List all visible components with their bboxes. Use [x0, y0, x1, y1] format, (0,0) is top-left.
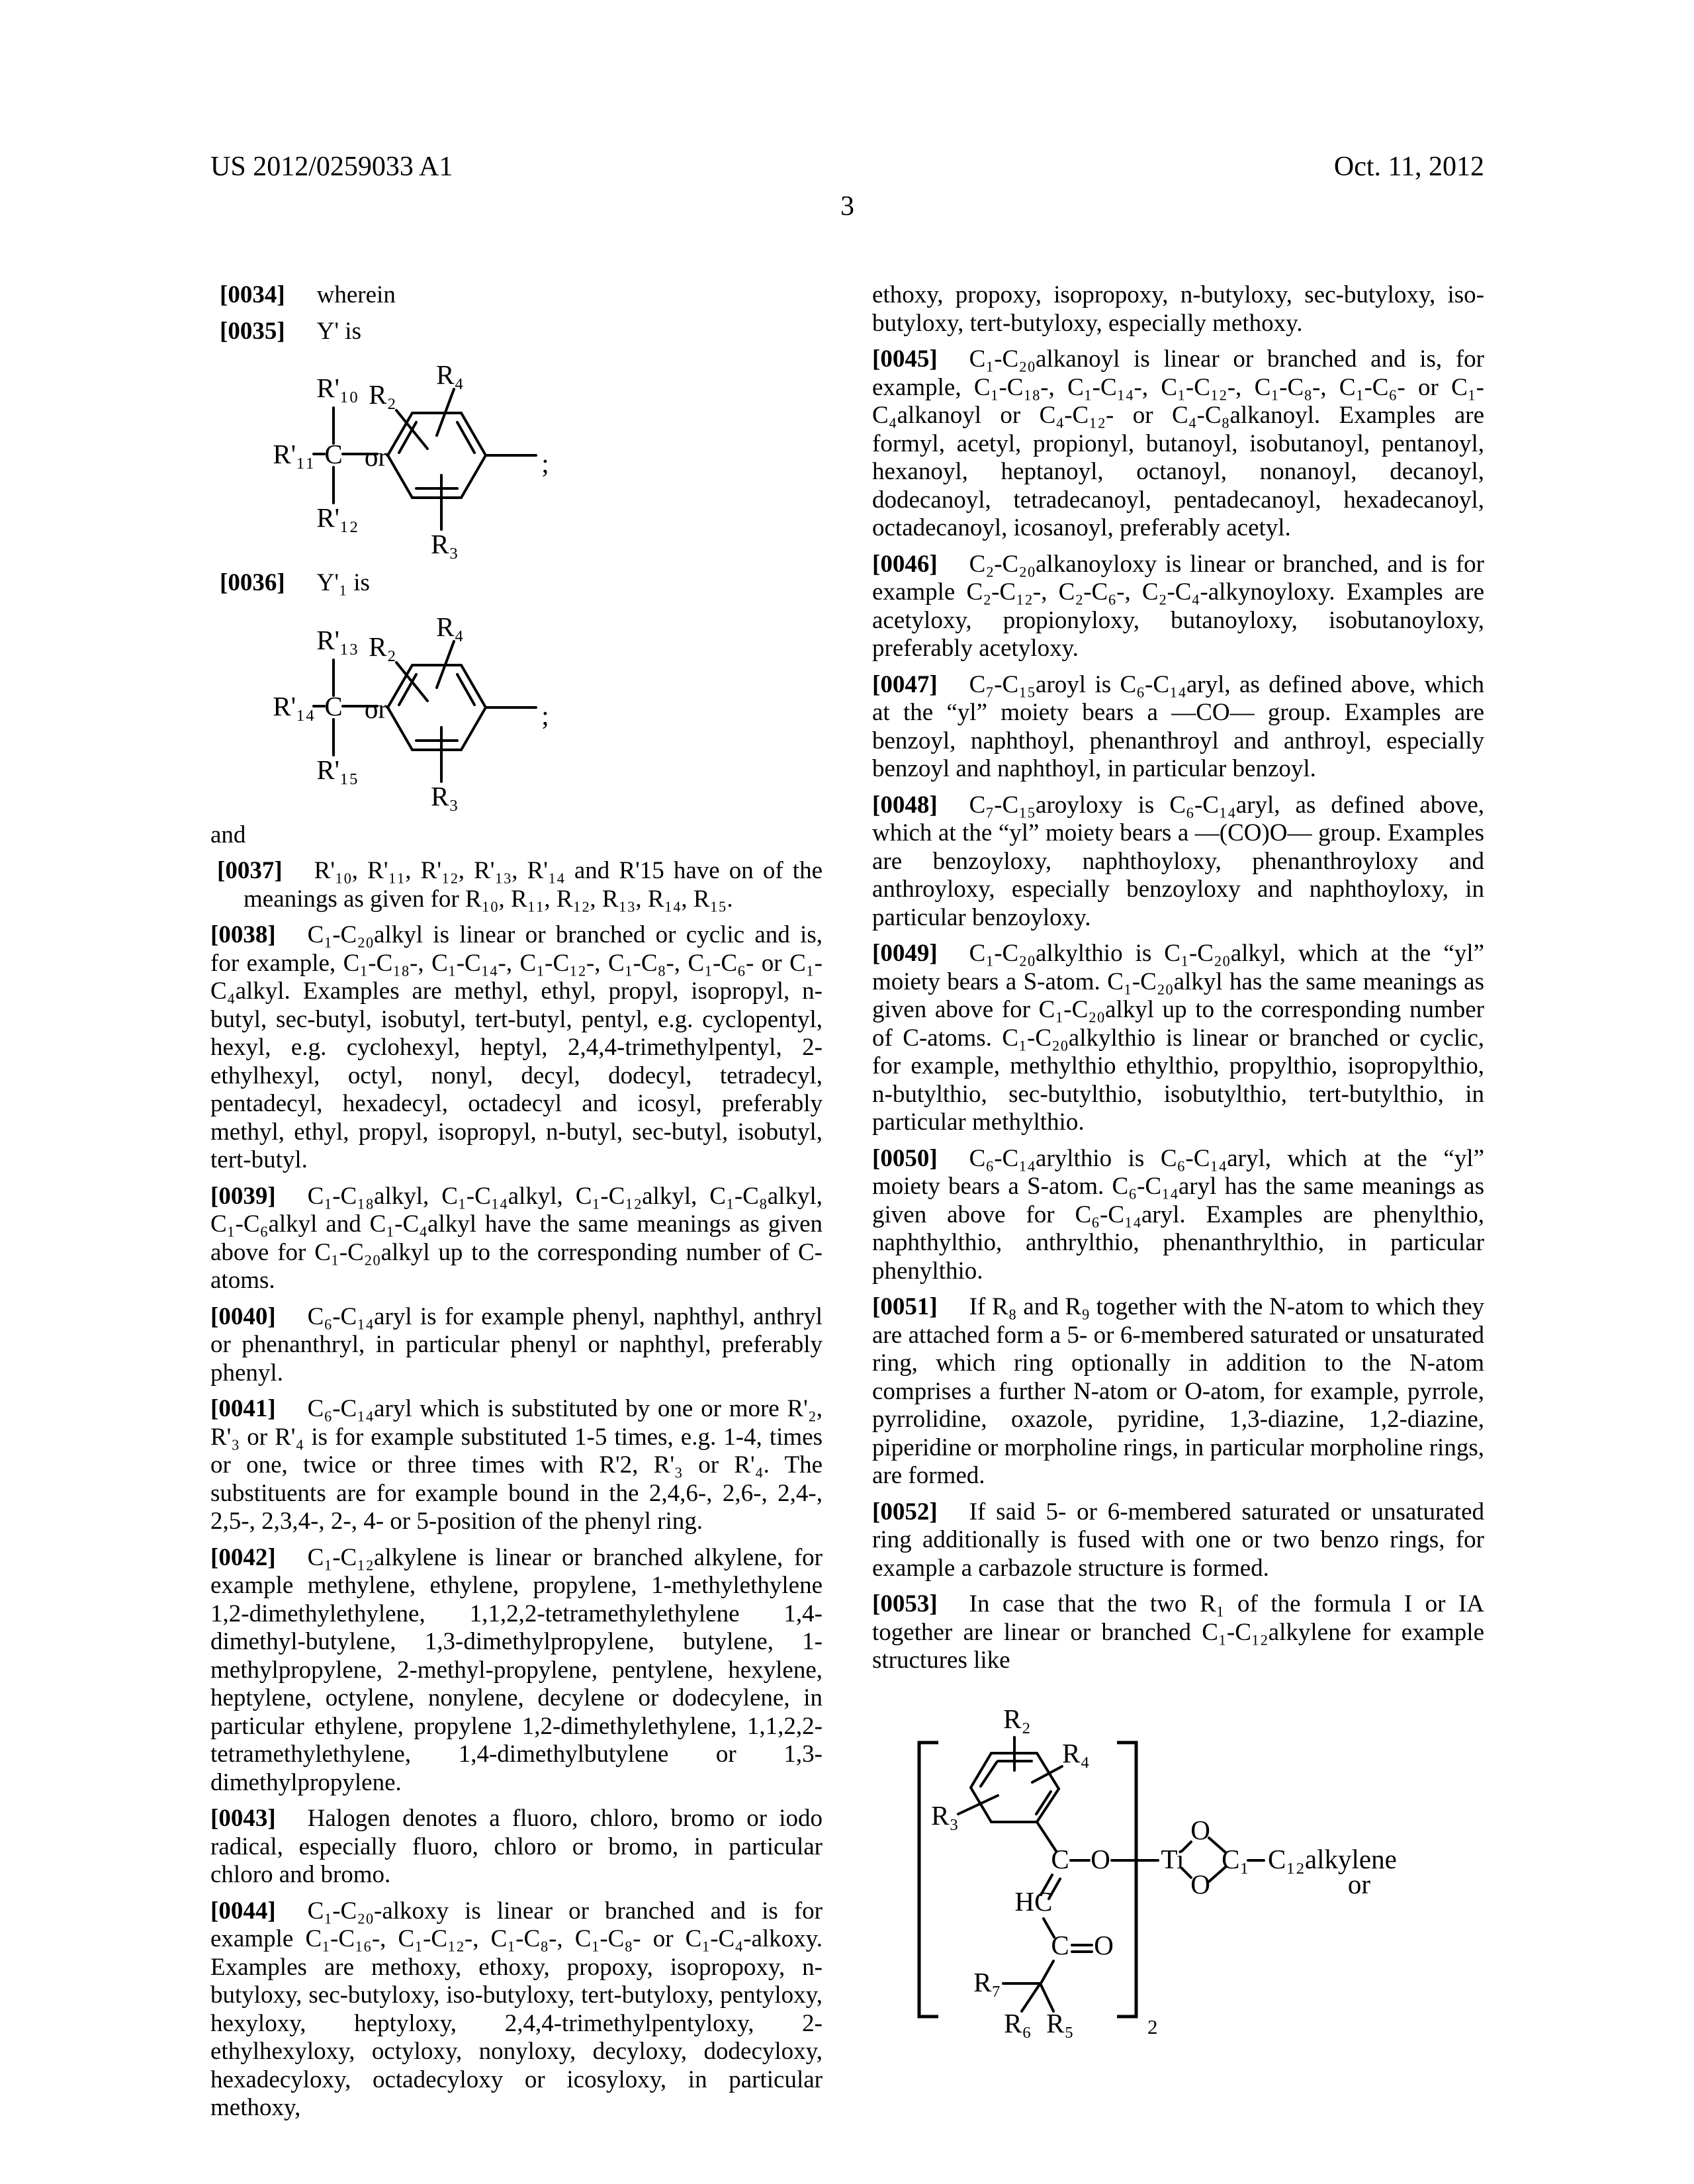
patent-number: US 2012/0259033 A1 [210, 152, 453, 182]
paragraph-text: wherein [316, 281, 396, 308]
paragraph-0044: [0044] C₁-C₂₀-alkoxy is linear or branched and is for example C₁-C₁₆-, C₁-C₁₂-, C₁-C₈-, C₁-C₈- or C₁-C₄-alkoxy. Examples are methoxy, ethoxy, propoxy, isopropoxy, n-butyloxy, sec-butyloxy, iso-butyloxy, tert-butyloxy, pentyloxy, hexyloxy, heptyloxy, 2,4,4-trimethylpentyloxy, 2-ethylhexyloxy, octyloxy, nonyloxy, decyloxy, dodecyloxy, hexadecyloxy, octadecyloxy or icosyloxy, in particular methoxy, [210, 1897, 823, 2121]
carbon-atom-label: C₁ [1222, 1843, 1249, 1874]
paragraph-0049: [0049] C₁-C₂₀alkylthio is C₁-C₂₀alkyl, which at the “yl” moiety bears a S-atom. C₁-C₂₀alkyl has the same meanings as given above for C₁-C₂₀alkyl up to the corresponding number of C-atoms. C₁-C₂₀alkylthio is linear or branched or cyclic, for example, methylthio ethylthio, propylthio, isopropylthio, n-butylthio, sec-butylthio, isobutylthio, tert-butylthio, in particular methylthio. [872, 940, 1484, 1136]
paragraph-number: [0037] [217, 857, 283, 884]
left-bracket [919, 1743, 938, 2017]
paragraph-0035 [210, 318, 823, 346]
ring-substituent-label: R₃ [431, 529, 459, 559]
page-number: 3 [840, 191, 854, 222]
ring-substituent-label: R₄ [436, 359, 464, 390]
ring-substituent-label: R₂ [1003, 1703, 1031, 1734]
right-column [872, 281, 1484, 2085]
substituent-label: R₅ [1046, 2007, 1074, 2038]
paragraph-0040: [0040] C₆-C₁₄aryl is for example phenyl, naphthyl, anthryl or phenanthryl, in particular phenyl or naphthyl, preferably phenyl. [210, 1302, 823, 1387]
paragraph-0042: [0042] C₁-C₁₂alkylene is linear or branched alkylene, for example methylene, ethylene, propylene, 1-methylethylene 1,2-dimethylethylene, 1,1,2,2-tetramethylethylene 1,4-dimethyl-butylene, 1,3-dimethylpropylene, butylene, 1-methylpropylene, 2-methyl-propylene, pentylene, hexylene, heptylene, octylene, nonylene, decylene or dodecylene, in particular ethylene, propylene 1,2-dimethylethylene, 1,1,2,2-tetramethylethylene, 1,4-dimethylbutylene or 1,3-dimethylpropylene. [210, 1543, 823, 1796]
ring-substituent-label: R₂ [369, 631, 396, 662]
paragraph-text: R'₁₀, R'₁₁, R'₁₂, R'₁₃, R'₁₄ and R'15 have on of the meanings as given for R₁₀, R₁₁, R₁₂, R₁₃, R₁₄, R₁₅. [244, 857, 823, 913]
ring-substituent-label: R₄ [436, 611, 464, 642]
paragraph-text: Y'₁ is [316, 569, 370, 596]
substituent-label: R'₁₀ [316, 373, 359, 403]
publication-date: Oct. 11, 2012 [1333, 152, 1484, 182]
paragraph-0046: [0046] C₂-C₂₀alkanoyloxy is linear or branched, and is for example C₂-C₁₂-, C₂-C₆-, C₂-C₄-alkynoyloxy. Examples are acetyloxy, propionyloxy, butanoyloxy, isobutanoyloxy, preferably acetyloxy. [872, 550, 1484, 662]
paragraph-0047: [0047] C₇-C₁₅aroyl is C₆-C₁₄aryl, as defined above, which at the “yl” moiety bears a —CO— group. Examples are benzoyl, naphthoyl, phenanthroyl and anthroyl, especially benzoyl and naphthoyl, in particular benzoyl. [872, 670, 1484, 782]
oxygen-atom-label: O [1190, 1868, 1210, 1899]
paragraph-0038: [0038] C₁-C₂₀alkyl is linear or branched or cyclic and is, for example, C₁-C₁₈-, C₁-C₁₄-, C₁-C₁₂-, C₁-C₈-, C₁-C₆- or C₁-C₄alkyl. Examples are methyl, ethyl, propyl, isopropyl, n-butyl, sec-butyl, isobutyl, tert-butyl, pentyl, e.g. cyclopentyl, hexyl, e.g. cyclohexyl, heptyl, 2,4,4-trimethylpentyl, 2-ethylhexyl, octyl, nonyl, decyl, dodecyl, tetradecyl, pentadecyl, hexadecyl, octadecyl and icosyl, preferably methyl, ethyl, propyl, isopropyl, n-butyl, sec-butyl, isobutyl, tert-butyl. [210, 921, 823, 1173]
titanium-atom-label: Ti [1161, 1843, 1184, 1874]
substituent-label: R'₁₁ [273, 439, 315, 469]
paragraph-0034 [210, 281, 823, 310]
substituent-label: R'₁₅ [316, 754, 359, 785]
paragraph-0050: [0050] C₆-C₁₄arylthio is C₆-C₁₄aryl, which at the “yl” moiety bears a S-atom. C₆-C₁₄aryl has the same meanings as given above for C₆-C₁₄aryl. Examples are phenylthio, naphthylthio, anthrylthio, phenanthrylthio, in particular phenylthio. [872, 1144, 1484, 1285]
paragraph-number: [0036] [220, 569, 285, 596]
ring-substituent-label: R₃ [431, 780, 459, 811]
formula-terminator: ; [541, 448, 549, 478]
or-connector: or [364, 693, 388, 724]
paragraph-number: [0035] [220, 317, 285, 345]
ring-substituent-label: R₄ [1062, 1737, 1090, 1768]
chemical-structure-y-prime-1 [273, 608, 647, 813]
paragraph-0053: [0053] In case that the two R₁ of the formula I or IA together are linear or branched C₁-C₁₂alkylene for example structures like [872, 1590, 1484, 1674]
or-connector: or [1347, 1868, 1371, 1899]
oxygen-atom-label: O [1094, 1929, 1114, 1960]
paragraph-number: [0034] [220, 281, 285, 308]
hc-group-label: HC [1014, 1886, 1053, 1917]
ring-substituent-label: R₃ [931, 1799, 959, 1831]
paragraph-0052: [0052] If said 5- or 6-membered saturated or unsaturated ring additionally is fused with one or two benzo rings, for example a carbazole structure is formed. [872, 1498, 1484, 1582]
ring-substituent-label: R₂ [369, 379, 396, 410]
substituent-label: R'₁₂ [316, 502, 359, 533]
paragraph-text: Y' is [316, 317, 361, 345]
substituent-label: R₇ [973, 1966, 1001, 1997]
paragraph-0039: [0039] C₁-C₁₈alkyl, C₁-C₁₄alkyl, C₁-C₁₂alkyl, C₁-C₈alkyl, C₁-C₆alkyl and C₁-C₄alkyl have the same meanings as given above for C₁-C₂₀alkyl up to the corresponding number of C-atoms. [210, 1182, 823, 1294]
or-connector: or [364, 441, 388, 472]
paragraph-0045: [0045] C₁-C₂₀alkanoyl is linear or branched and is, for example, C₁-C₁₈-, C₁-C₁₄-, C₁-C₁₂-, C₁-C₈-, C₁-C₆- or C₁-C₄alkanoyl or C₄-C₁₂- or C₄-C₈alkanoyl. Examples are formyl, acetyl, propionyl, butanoyl, isobutanoyl, pentanoyl, hexanoyl, heptanoyl, octanoyl, nonanoyl, decanoyl, dodecanoyl, tetradecanoyl, pentadecanoyl, hexadecanoyl, octadecanoyl, icosanoyl, preferably acetyl. [872, 345, 1484, 541]
carbon-atom-label: C [1051, 1929, 1069, 1960]
paragraph-0048: [0048] C₇-C₁₅aroyloxy is C₆-C₁₄aryl, as defined above, which at the “yl” moiety bears a —(CO)O— group. Examples are benzoyloxy, naphthoyloxy, phenanthroyloxy and anthroyloxy, especially benzoyloxy and naphthoyloxy, in particular benzoyloxy. [872, 791, 1484, 931]
paragraph-0051: [0051] If R₈ and R₉ together with the N-atom to which they are attached form a 5- or 6-membered saturated or unsaturated ring, which ring optionally in addition to the N-atom comprises a further N-atom or O-atom, for example, pyrrole, pyrrolidine, oxazole, pyridine, 1,3-diazine, 1,2-diazine, piperidine or morpholine rings, in particular morpholine rings, are formed. [872, 1293, 1484, 1489]
substituent-label: R'₁₄ [273, 690, 315, 721]
paragraph-0041: [0041] C₆-C₁₄aryl which is substituted by one or more R'₂, R'₃ or R'₄ is for example substituted 1-5 times, e.g. 1-4, times or one, twice or three times with R'2, R'₃ or R'₄. The substituents are for example bound in the 2,4,6-, 2,6-, 2,4-, 2,5-, 2,3,4-, 2-, 4- or 5-position of the phenyl ring. [210, 1395, 823, 1535]
carbon-atom-label: C [324, 439, 343, 469]
oxygen-atom-label: O [1091, 1843, 1110, 1874]
alkylene-group-label: C₁₂alkylene [1268, 1843, 1397, 1874]
paragraph-0037 [210, 857, 823, 913]
formula-terminator: ; [541, 700, 549, 731]
paragraph-0036 [210, 569, 823, 598]
bracket-subscript: 2 [1147, 2015, 1158, 2038]
carbon-atom-label: C [1051, 1843, 1069, 1874]
chemical-structure-y-prime [273, 356, 647, 561]
carbon-atom-label: C [324, 690, 343, 721]
substituent-label: R₆ [1004, 2007, 1032, 2038]
chemical-structure-titanium-complex [880, 1702, 1397, 2085]
paragraph-0043: [0043] Halogen denotes a fluoro, chloro, bromo or iodo radical, especially fluoro, chloro or bromo, in particular chloro and bromo. [210, 1805, 823, 1888]
right-bracket [1117, 1743, 1136, 2017]
and-connector: and [210, 821, 246, 848]
oxygen-atom-label: O [1190, 1814, 1210, 1845]
paragraph-0044-continuation: ethoxy, propoxy, isopropoxy, n-butyloxy, sec-butyloxy, iso-butyloxy, tert-butyloxy, especially methoxy. [872, 281, 1484, 337]
substituent-label: R'₁₃ [316, 624, 359, 655]
left-column [210, 281, 823, 2122]
